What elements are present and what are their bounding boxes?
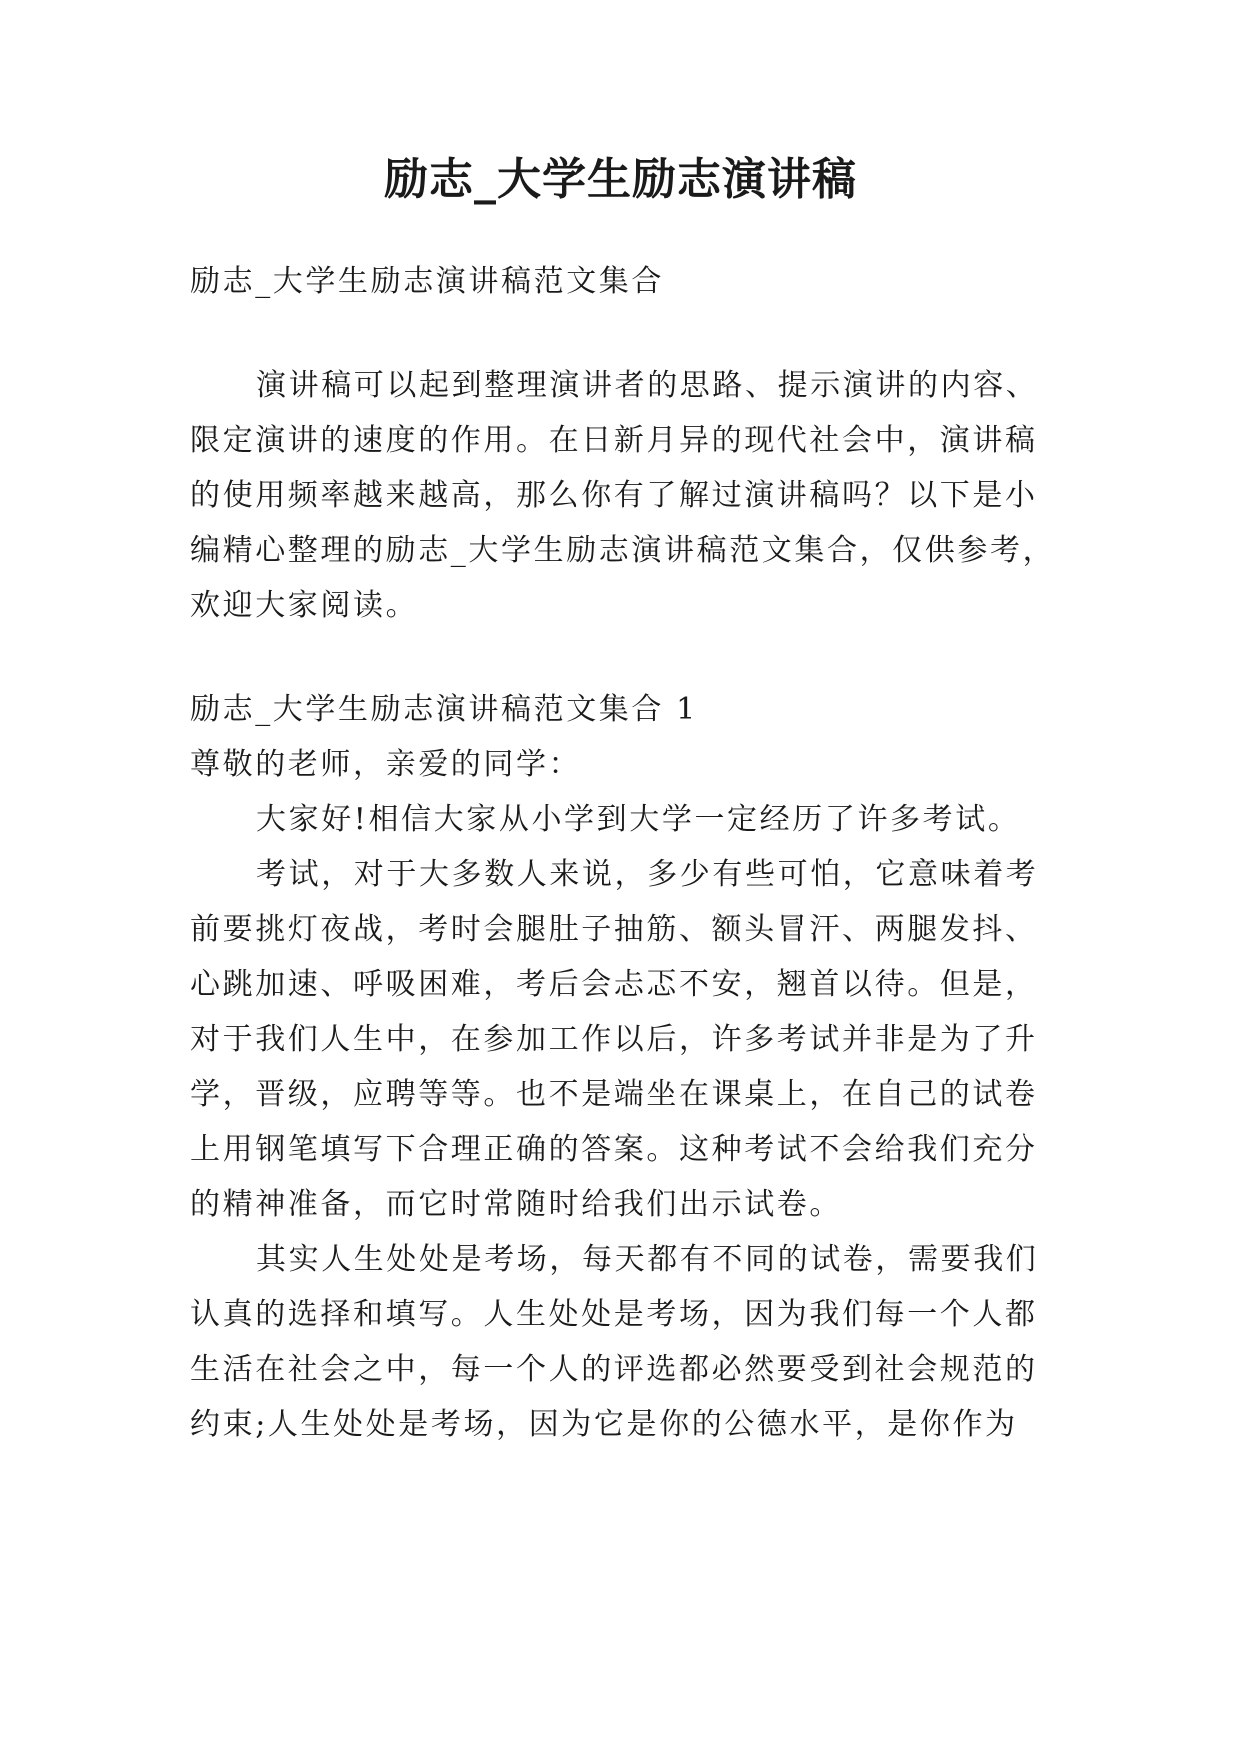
paragraph-line: 前要挑灯夜战，考时会腿肚子抽筋、额头冒汗、两腿发抖、 [190,912,1038,947]
paragraph-line: 上用钢笔填写下合理正确的答案。这种考试不会给我们充分 [190,1132,1038,1167]
paragraph-line: 学，晋级，应聘等等。也不是端坐在课桌上，在自己的试卷 [190,1077,1038,1112]
paragraph-line: 考试，对于大多数人来说，多少有些可怕，它意味着考 [256,857,1039,892]
paragraph-line: 心跳加速、呼吸困难，考后会忐忑不安，翘首以待。但是， [190,967,1038,1002]
paragraph-line: 生活在社会之中，每一个人的评选都必然要受到社会规范的 [190,1352,1038,1387]
paragraph-line: 大家好!相信大家从小学到大学一定经历了许多考试。 [256,802,1021,837]
intro-line: 的使用频率越来越高，那么你有了解过演讲稿吗？以下是小 [190,478,1038,513]
intro-line: 编精心整理的励志_大学生励志演讲稿范文集合，仅供参考， [190,533,1056,568]
paragraph-line: 的精神准备，而它时常随时给我们出示试卷。 [190,1187,842,1222]
salutation: 尊敬的老师，亲爱的同学： [190,747,582,782]
paragraph-line: 认真的选择和填写。人生处处是考场，因为我们每一个人都 [190,1297,1038,1332]
intro-line: 限定演讲的速度的作用。在日新月异的现代社会中，演讲稿 [190,423,1038,458]
paragraph-line: 约束;人生处处是考场，因为它是你的公德水平，是你作为 [190,1407,1018,1442]
document-title: 励志_大学生励志演讲稿 [384,154,857,205]
subtitle: 励志_大学生励志演讲稿范文集合 [190,264,664,299]
intro-line: 欢迎大家阅读。 [190,588,419,623]
paragraph-line: 其实人生处处是考场，每天都有不同的试卷，需要我们 [256,1242,1039,1277]
section-heading: 励志_大学生励志演讲稿范文集合 1 [190,692,698,727]
paragraph-line: 对于我们人生中，在参加工作以后，许多考试并非是为了升 [190,1022,1038,1057]
intro-line: 演讲稿可以起到整理演讲者的思路、提示演讲的内容、 [256,368,1039,403]
